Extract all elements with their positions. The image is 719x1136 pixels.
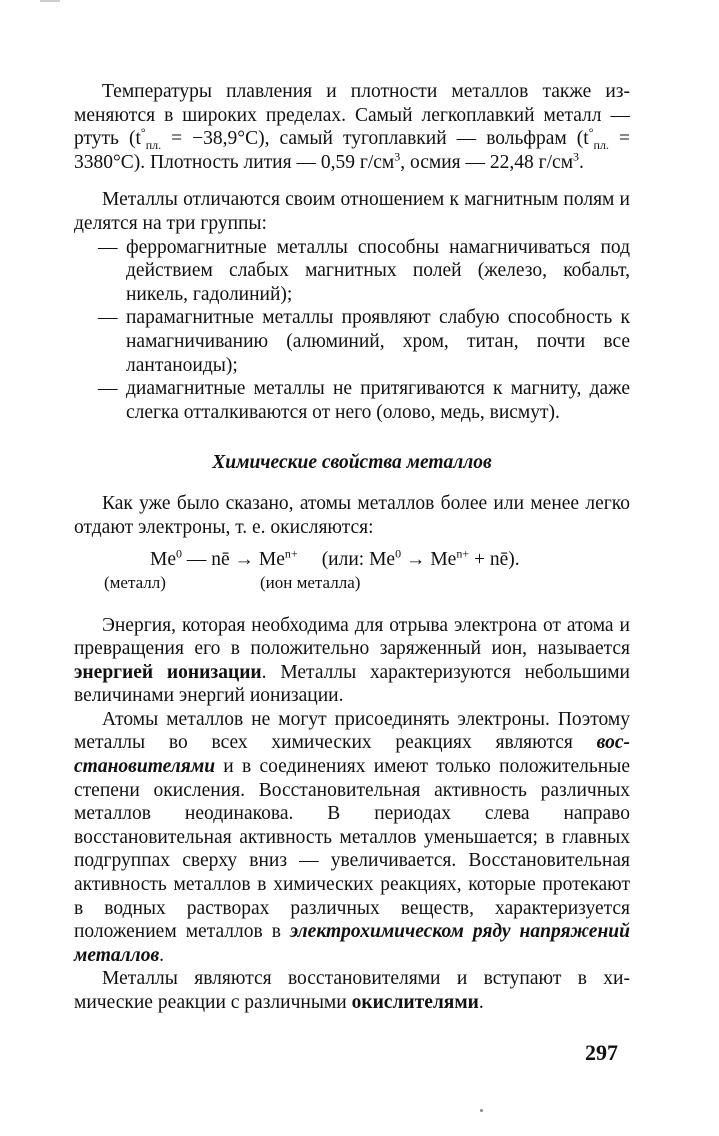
paragraph-reducing-agents [74, 708, 630, 968]
text: . Металлы характеризуются небольшими величинами энергий ионизации. [74, 661, 630, 707]
text: . [579, 151, 584, 173]
dash-marker: — [98, 378, 118, 400]
term-reducing-agents: восстановителями [74, 732, 630, 778]
superscript: 0 [395, 546, 402, 560]
dash-marker: — [98, 307, 118, 329]
superscript: ° [140, 125, 146, 140]
superscript: n+ [284, 546, 298, 560]
superscript: n+ [456, 546, 470, 560]
equation-line [150, 548, 520, 572]
text: — nē → Me [182, 548, 285, 570]
superscript: 3 [394, 149, 401, 164]
list-item-text: парамагнитные металлы проявляют слабую способность к намагничиванию (алюминий, хром, титан, почти все лантаноиды); [126, 307, 630, 376]
dash-marker: — [98, 236, 118, 258]
list-item-ferromagnetic [74, 236, 630, 307]
ionization-equation [74, 548, 630, 600]
scan-speck [480, 1109, 483, 1112]
text: = −38,9°С), самый тугоплавкий — вольфрам (t [161, 128, 589, 150]
list-item-diamagnetic [74, 377, 630, 424]
term-ionization-energy: энергией ионизации [74, 661, 262, 683]
section-heading: Химические свойства металлов [212, 452, 492, 474]
text: . [159, 944, 165, 966]
text: . [478, 992, 484, 1013]
scan-mark [40, 0, 60, 2]
paragraph-melting-density [74, 80, 630, 174]
text: + nē). [469, 548, 520, 570]
paragraph-magnetic-intro: Металлы отличаются своим отношением к магнитным полям и делятся на три группы: [74, 189, 630, 234]
text: Металлы являются восстановителями и вступают в химические реакции с различными [74, 968, 630, 1013]
superscript: 3 [573, 149, 580, 164]
list-item-text: ферромагнитные металлы способны намагничиваться под действием слабых магнитных полей (железо, кобальт, никель, гадолиний); [126, 236, 630, 305]
text: и в соединениях имеют только положительные степени окисления. Восстановительная активность различных металлов неодинакова. В периодах слева направо восстановительная активность металлов уменьшается; в главных подгруппах сверху вниз — увеличивается. Восстановительная активность металлов в химических реакциях, которые протекают в водных растворах различных веществ, характеризуется положением металлов в [74, 756, 630, 943]
text: → Me [401, 548, 457, 570]
text: Атомы металлов не могут присоединять электроны. Поэтому металлы во всех химических реакциях являются [74, 708, 630, 754]
term-electrochemical-series: электрохимическом ряду напряжений металлов [74, 921, 630, 966]
text: , осмия — 22,48 г/см [400, 151, 574, 173]
page-number: 297 [585, 1040, 618, 1065]
term-oxidizers: окислителями [351, 992, 479, 1013]
subscript: пл. [593, 138, 609, 153]
text: = 3380°С). Плотность лития — 0,59 г/см [74, 128, 630, 173]
paragraph-oxidation: Как уже было сказано, атомы металлов более или менее легко отдают электроны, т. е. окисляются: [74, 493, 630, 538]
superscript: ° [588, 125, 594, 140]
label-metal: (металл) [104, 572, 166, 592]
list-item-text: диамагнитные металлы не притягиваются к магниту, даже слегка отталкиваются от него (олово, медь, висмут). [126, 378, 630, 423]
label-metal-ion: (ион металла) [260, 572, 361, 592]
text: Температуры плавления и плотности металлов также изменяются в широких пределах. Самый легкоплавкий металл — ртуть (t [74, 81, 630, 150]
list-item-paramagnetic [74, 306, 630, 377]
paragraph-oxidizers [74, 967, 630, 1014]
subscript: пл. [145, 138, 162, 153]
paragraph-ionization-energy [74, 614, 630, 708]
text-column [74, 80, 630, 1015]
magnetic-groups-list [74, 236, 630, 425]
text: Me [150, 548, 176, 570]
text: (или: Me [321, 548, 396, 570]
text: Энергия, которая необходима для отрыва электрона от атома и превращения его в положительно заряженный ион, называется [74, 614, 630, 660]
superscript: 0 [176, 546, 182, 560]
